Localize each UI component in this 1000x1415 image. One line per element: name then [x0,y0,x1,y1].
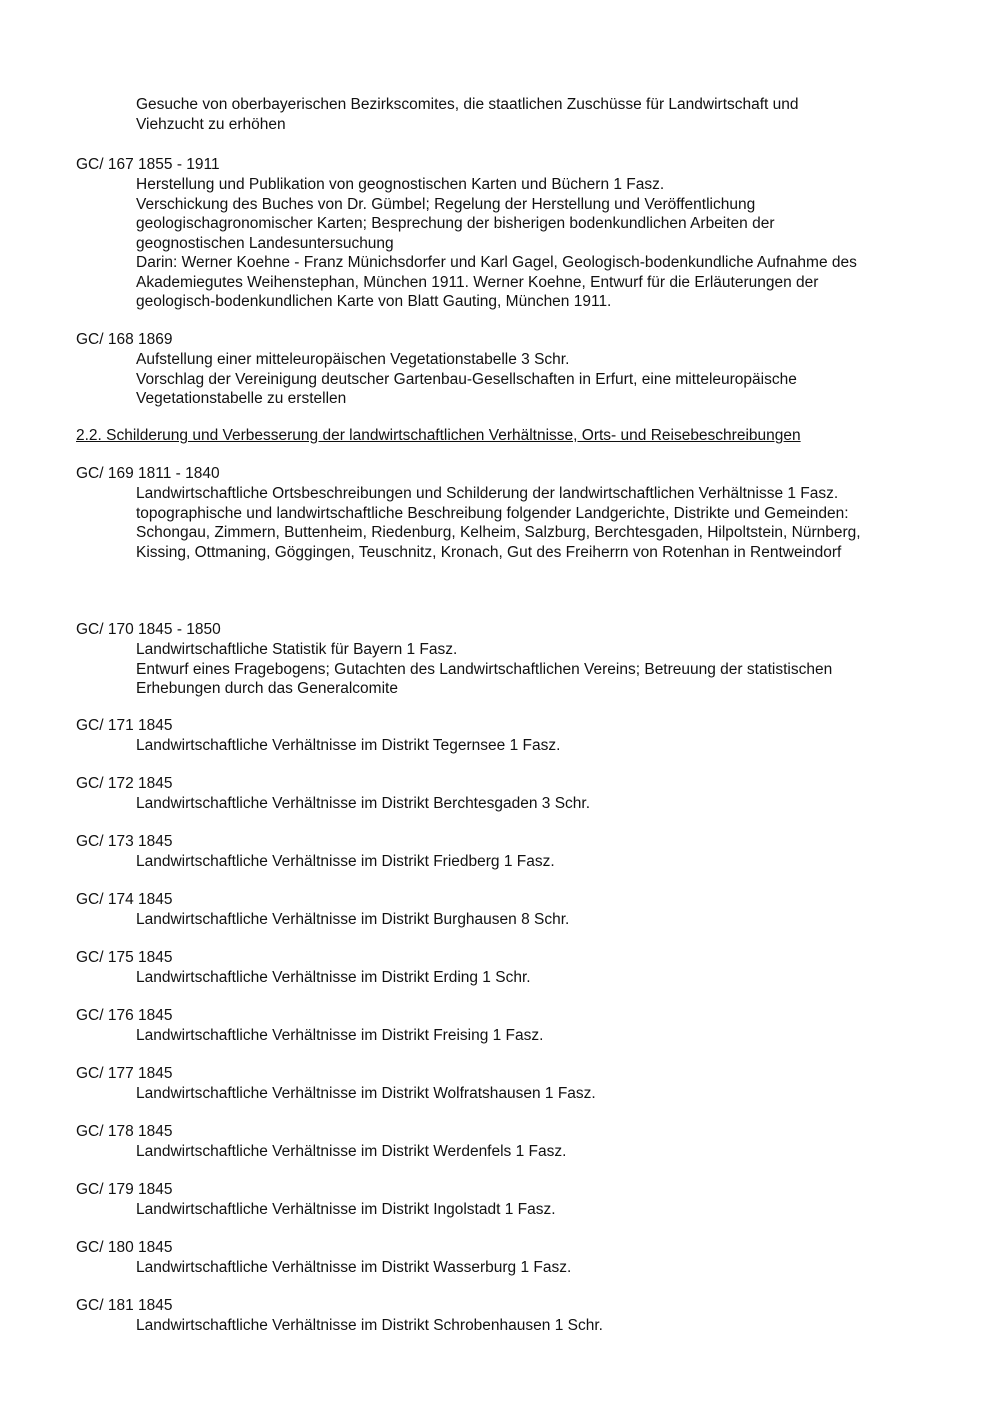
entry-code: GC/ 172 1845 [76,775,173,792]
entry-title: Landwirtschaftliche Verhältnisse im Distrikt Werdenfels 1 Fasz. [136,1143,567,1160]
entry-code: GC/ 170 1845 - 1850 [76,621,221,638]
entry-body [136,484,881,562]
entry-code: GC/ 175 1845 [76,949,173,966]
entry-code: GC/ 176 1845 [76,1007,173,1024]
entry-body [136,350,881,409]
entry-code: GC/ 177 1845 [76,1065,173,1082]
entry-code: GC/ 168 1869 [76,331,173,348]
entry-title: Landwirtschaftliche Verhältnisse im Distrikt Burghausen 8 Schr. [136,911,570,928]
section-heading: 2.2. Schilderung und Verbesserung der landwirtschaftlichen Verhältnisse, Orts- und Reisebeschreibungen [76,427,801,444]
entry-title: Aufstellung einer mitteleuropäischen Vegetationstabelle 3 Schr. [136,351,570,368]
entry-title: Landwirtschaftliche Verhältnisse im Distrikt Tegernsee 1 Fasz. [136,737,561,754]
entry-code: GC/ 169 1811 - 1840 [76,465,220,482]
entry-code: GC/ 173 1845 [76,833,173,850]
entry-title: Landwirtschaftliche Verhältnisse im Distrikt Ingolstadt 1 Fasz. [136,1201,556,1218]
entry-body [136,640,881,699]
entry-code: GC/ 171 1845 [76,717,173,734]
entry-code: GC/ 178 1845 [76,1123,173,1140]
entry-note: Darin: Werner Koehne - Franz Münichsdorfer und Karl Gagel, Geologisch-bodenkundliche Aufnahme des Akademiegutes Weihenstephan, München 1911. Werner Koehne, Entwurf für die Erläuterungen der geologisch-bodenkundlichen Karte von Blatt Gauting, München 1911. [136,254,857,310]
entry-title: Landwirtschaftliche Ortsbeschreibungen und Schilderung der landwirtschaftlichen Verhältnisse 1 Fasz. [136,485,839,502]
entry-title: Landwirtschaftliche Verhältnisse im Distrikt Friedberg 1 Fasz. [136,853,555,870]
entry-code: GC/ 179 1845 [76,1181,173,1198]
entry-code: GC/ 174 1845 [76,891,173,908]
entry-title: Landwirtschaftliche Verhältnisse im Distrikt Wolfratshausen 1 Fasz. [136,1085,596,1102]
entry-code: GC/ 180 1845 [76,1239,173,1256]
entry-description: topographische und landwirtschaftliche Beschreibung folgender Landgerichte, Distrikte und Gemeinden: Schongau, Zimmern, Buttenheim, Riedenburg, Kelheim, Salzburg, Berchtesgaden, Hilpoltstein, Nürnberg, Kissing, Ottmaning, Göggingen, Teuschnitz, Kronach, Gut des Freiherrn von Rotenhan in Rentweindorf [136,504,861,561]
entry-body [136,175,881,312]
entry-title: Landwirtschaftliche Verhältnisse im Distrikt Freising 1 Fasz. [136,1027,544,1044]
entry-title: Landwirtschaftliche Verhältnisse im Distrikt Erding 1 Schr. [136,969,531,986]
entry-title: Herstellung und Publikation von geognostischen Karten und Büchern 1 Fasz. [136,176,665,193]
intro-text: Gesuche von oberbayerischen Bezirkscomites, die staatlichen Zuschüsse für Landwirtschaft und Viehzucht zu erhöhen [136,96,799,133]
entry-code: GC/ 181 1845 [76,1297,173,1314]
entry-code: GC/ 167 1855 - 1911 [76,156,220,173]
entry-title: Landwirtschaftliche Verhältnisse im Distrikt Wasserburg 1 Fasz. [136,1259,572,1276]
entry-title: Landwirtschaftliche Statistik für Bayern 1 Fasz. [136,641,458,658]
entry-description: Vorschlag der Vereinigung deutscher Gartenbau-Gesellschaften in Erfurt, eine mitteleuropäische Vegetationstabelle zu erstellen [136,370,797,407]
entry-title: Landwirtschaftliche Verhältnisse im Distrikt Schrobenhausen 1 Schr. [136,1317,603,1334]
entry-title: Landwirtschaftliche Verhältnisse im Distrikt Berchtesgaden 3 Schr. [136,795,591,812]
entry-description: Entwurf eines Fragebogens; Gutachten des Landwirtschaftlichen Vereins; Betreuung der statistischen Erhebungen durch das Generalcomite [136,660,833,697]
entry-description: Verschickung des Buches von Dr. Gümbel; Regelung der Herstellung und Veröffentlichung geologischagronomischer Karten; Besprechung der bisherigen bodenkundlichen Arbeiten der geognostischen Landesuntersuchung [136,195,775,252]
